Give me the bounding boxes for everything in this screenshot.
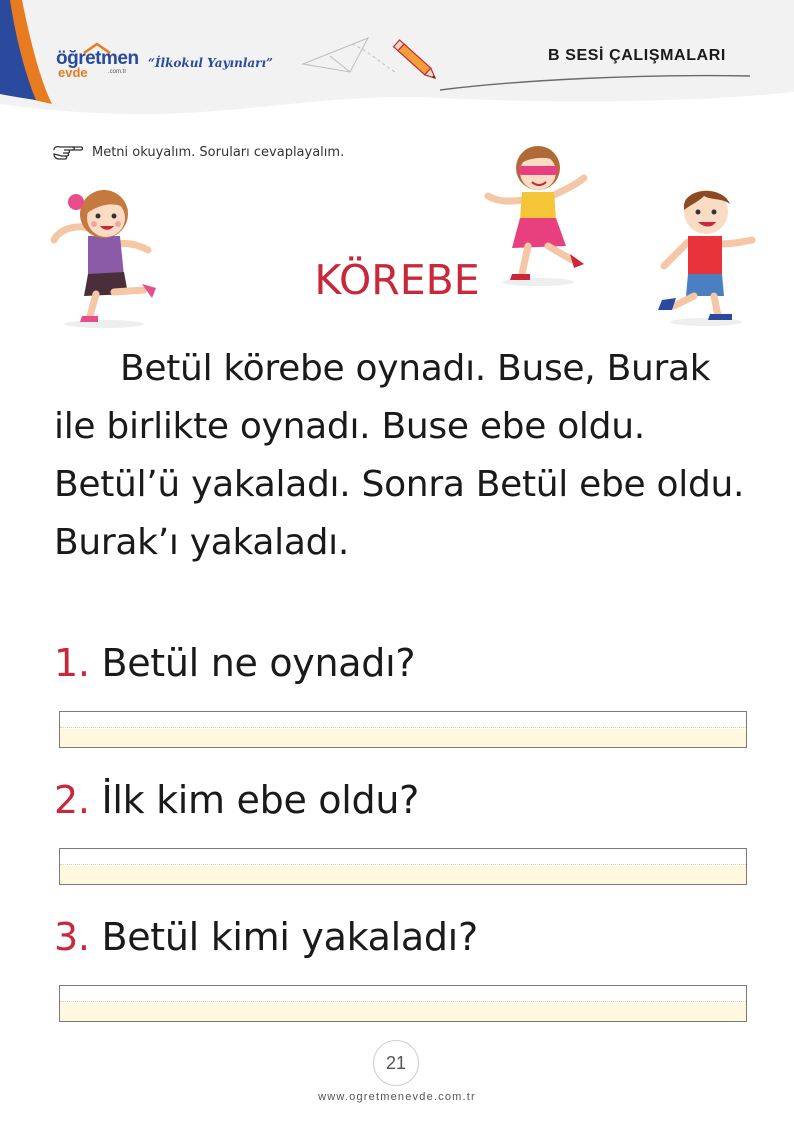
website-url: www.ogretmenevde.com.tr [318,1091,476,1103]
question-2 [54,778,419,822]
answer-field-2[interactable] [59,848,747,885]
story-line: ile birlikte oynadı. Buse ebe oldu. [54,406,645,447]
instruction-text: Metni okuyalım. Soruları cevaplayalım. [92,144,345,160]
question-1 [54,641,415,685]
publisher-tagline: “İlkokul Yayınları” [148,56,273,70]
question-text: Betül ne oynadı? [101,641,416,685]
pointing-hand-icon [52,142,84,162]
writing-guide-line [60,864,746,865]
question-3 [54,915,478,959]
logo-text-main: öğretmen [56,48,139,69]
logo-text-domain: .com.tr [108,69,127,75]
logo-text-sub: evde [58,65,88,80]
answer-field-3[interactable] [59,985,747,1022]
question-number: 2. [54,778,90,822]
story-title: KÖREBE [314,256,480,304]
writing-guide-line [60,1001,746,1002]
question-text: İlk kim ebe oldu? [101,778,419,822]
story-line: Betül’ü yakaladı. Sonra Betül ebe oldu. [54,464,745,505]
answer-field-1[interactable] [59,711,747,748]
instruction [52,142,344,162]
topic-title: B SESİ ÇALIŞMALARI [548,47,726,64]
question-number: 1. [54,641,90,685]
question-number: 3. [54,915,90,959]
writing-guide-line [60,727,746,728]
story-text [54,340,754,572]
question-text: Betül kimi yakaladı? [101,915,478,959]
story-line: Betül körebe oynadı. Buse, Burak [120,348,711,389]
story-line: Burak’ı yakaladı. [54,522,350,563]
page-number: 21 [373,1040,419,1086]
running-boy-illustration [652,180,760,328]
